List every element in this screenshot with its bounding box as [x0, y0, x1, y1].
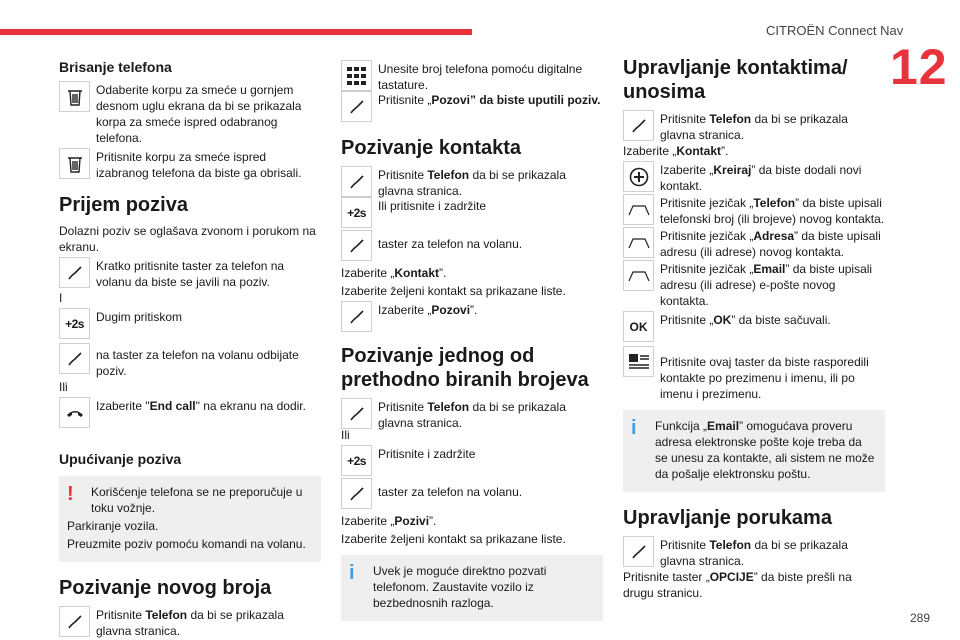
info-icon: i	[349, 562, 355, 584]
long-press-icon: +2s	[59, 308, 90, 339]
info-note: i Uvek je moguće direktno pozvati telefonom. Zaustavite vozilo iz bezbednosnih razloga.	[341, 555, 603, 621]
trash-icon	[59, 148, 90, 179]
phone-stroke-icon	[341, 301, 372, 332]
hang-up-icon	[59, 397, 90, 428]
long-press-icon: +2s	[341, 197, 372, 228]
warning-icon: !	[67, 483, 74, 505]
chapter-number: 12	[890, 39, 948, 95]
phone-stroke-icon	[341, 91, 372, 122]
phone-stroke-icon	[59, 606, 90, 637]
phone-stroke-icon	[341, 398, 372, 429]
info-note: i Funkcija „Email” omogućava proveru adresa elektronske pošte koje treba da se unesu za kontakte, ali sistem ne može da pošalje elektronsku poštu.	[623, 410, 885, 492]
trash-icon	[59, 81, 90, 112]
instruction-row: Odaberite korpu za smeće u gornjem desnom uglu ekrana da bi se prikazala korpa za smeće ispred odabranog telefona.	[59, 81, 321, 146]
phone-stroke-icon	[59, 343, 90, 374]
header-accent-bar	[0, 29, 472, 35]
sort-contacts-icon	[623, 346, 654, 377]
section-title: Upravljanje porukama	[623, 507, 832, 529]
tab-icon	[623, 260, 654, 291]
phone-stroke-icon	[623, 110, 654, 141]
phone-stroke-icon	[623, 536, 654, 567]
column-3: Upravljanje kontaktima/ unosima Pritisnite Telefon da bi se prikazala glavna stranica. Izaberite „Kontakt”. Izaberite „Kreiraj” da biste dodali novi kontakt. Pritisnite jezičak „Telefon” da biste upisali telefonski broj (ili brojeve) novog kontakta. Pritisnite jezičak „Adresa” da biste upisali adresu (ili adrese) novog kontakta. Pritisnite jezičak „Email” da biste upisali adresu (ili adrese) e-pošte novog kontakta. OK Pritisnite „OK” da biste sačuvali. Pritisnite ovaj taster da biste rasporedili kontakte po prezimenu i imenu, ili po imenu i prezimenu. i Funkcija „Email” omogućava proveru adresa elektronske pošte koje treba da se unesu za kontakte, ali sistem ne može da pošalje elektronsku poštu. Upravljanje porukama Pritisnite Telefon da bi se prikazala glavna stranica. Pritisnite taster „OPCIJE” da biste prešli na drugu stranicu.	[623, 57, 885, 600]
instruction-row: Pritisnite korpu za smeće ispred izabranog telefona da biste ga obrisali.	[59, 148, 321, 181]
section-title: Pozivanje kontakta	[341, 137, 522, 159]
brand-header: CITROËN Connect Nav	[766, 23, 904, 38]
section-title: Pozivanje novog broja	[59, 577, 272, 599]
section-title: Prijem poziva	[59, 194, 188, 216]
section-title: Pozivanje jednog od prethodno biranih brojeva	[341, 345, 589, 391]
section-title: Upućivanje poziva	[59, 451, 182, 467]
column-1: Brisanje telefona Odaberite korpu za smeće u gornjem desnom uglu ekrana da bi se prikazala korpa za smeće ispred odabranog telefona. Pritisnite korpu za smeće ispred izabranog telefona da biste ga obrisali. Prijem poziva Dolazni poziv se oglašava zvonom i porukom na ekranu. Kratko pritisnite taster za telefon na volanu da biste se javili na poziv. I +2s Dugim pritiskom na taster za telefon na volanu odbijate poziv. Ili Izaberite "End call" na ekranu na dodir. Upućivanje poziva ! Korišćenje telefona se ne preporučuje u toku vožnje. Parkiranje vozila. Preuzmite poziv pomoću komandi na volanu. Pozivanje novog broja Pritisnite Telefon da bi se prikazala glavna stranica.	[59, 54, 321, 639]
ok-icon: OK	[623, 311, 654, 342]
page-number: 289	[910, 611, 931, 625]
info-icon: i	[631, 417, 637, 439]
keypad-icon	[341, 60, 372, 91]
tab-icon	[623, 194, 654, 225]
phone-stroke-icon	[59, 257, 90, 288]
warning-note: ! Korišćenje telefona se ne preporučuje u toku vožnje. Parkiranje vozila. Preuzmite poziv pomoću komandi na volanu.	[59, 476, 321, 562]
tab-icon	[623, 227, 654, 258]
section-title: Brisanje telefona	[59, 59, 172, 75]
column-2: Unesite broj telefona pomoću digitalne tastature. Pritisnite „Pozovi” da biste uputili poziv. Pozivanje kontakta Pritisnite Telefon da bi se prikazala glavna stranica. +2s Ili pritisnite i zadržite taster za telefon na volanu. Izaberite „Kontakt”. Izaberite željeni kontakt sa prikazane liste. Izaberite „Pozovi”. Pozivanje jednog od prethodno biranih brojeva Pritisnite Telefon da bi se prikazala glavna stranica. Ili +2s Pritisnite i zadržite taster za telefon na volanu. Izaberite „Pozivi”. Izaberite željeni kontakt sa prikazane liste. i Uvek je moguće direktno pozvati telefonom. Zaustavite vozilo iz bezbednosnih razloga.	[341, 60, 603, 629]
phone-stroke-icon	[341, 230, 372, 261]
add-circle-icon	[623, 161, 654, 192]
section-title: Upravljanje kontaktima/ unosima	[623, 57, 848, 103]
phone-stroke-icon	[341, 478, 372, 509]
long-press-icon: +2s	[341, 445, 372, 476]
phone-stroke-icon	[341, 166, 372, 197]
